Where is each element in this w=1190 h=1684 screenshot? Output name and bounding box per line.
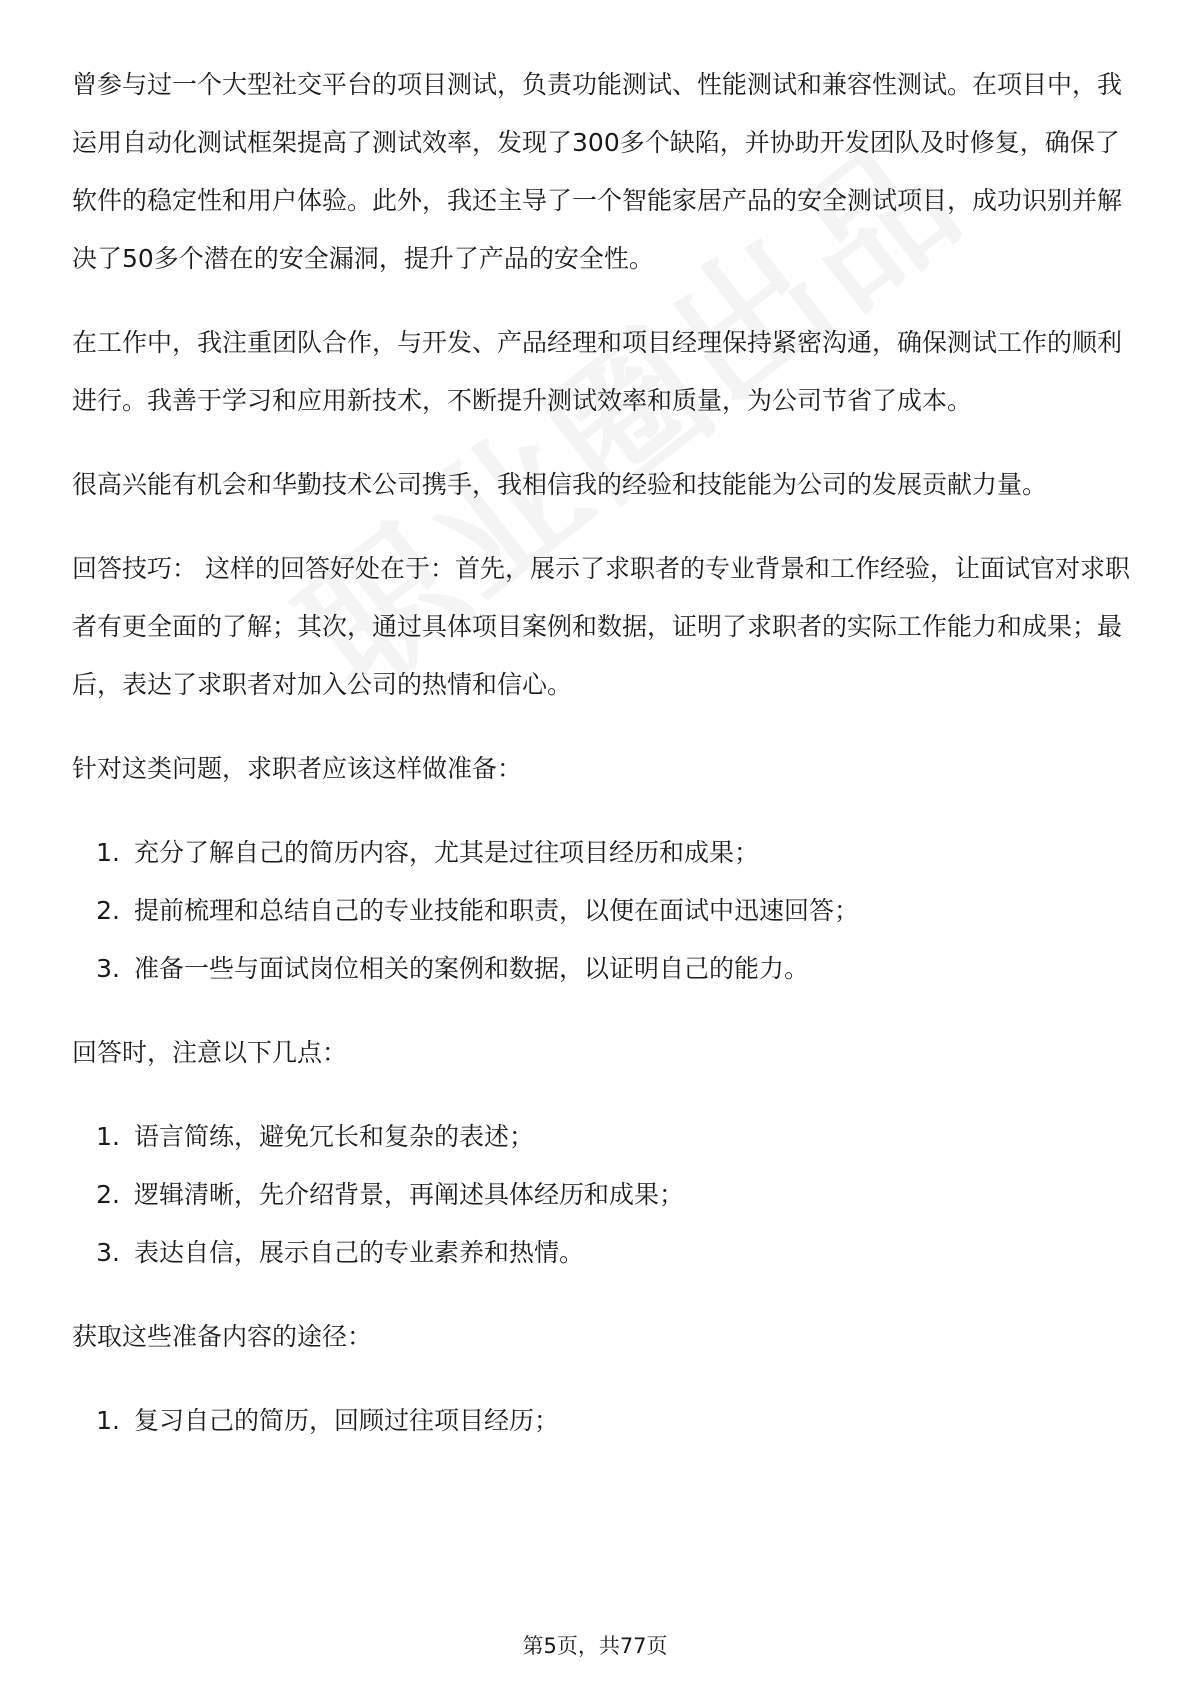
list-item — [72, 1166, 1132, 1224]
preparation-list — [72, 824, 1132, 998]
list-number: 1. — [96, 838, 120, 867]
section-heading-notes: 回答时，注意以下几点： — [72, 1038, 348, 1067]
list-text: 语言简练，避免冗长和复杂的表述； — [134, 1122, 535, 1151]
page-footer: 第5页，共77页 — [522, 1634, 668, 1658]
paragraph-closing: 很高兴能有机会和华勤技术公司携手，我相信我的经验和技能能为公司的发展贡献力量。 — [72, 470, 1048, 499]
list-item — [72, 824, 1132, 882]
paragraph-teamwork: 在工作中，我注重团队合作，与开发、产品经理和项目经理保持紧密沟通，确保测试工作的顺利进行。我善于学习和应用新技术，不断提升测试效率和质量，为公司节省了成本。 — [72, 328, 1123, 415]
list-text: 复习自己的简历，回顾过往项目经历； — [134, 1406, 560, 1435]
list-text: 提前梳理和总结自己的专业技能和职责，以便在面试中迅速回答； — [134, 896, 860, 925]
list-text: 准备一些与面试岗位相关的案例和数据，以证明自己的能力。 — [134, 954, 810, 983]
list-text: 充分了解自己的简历内容，尤其是过往项目经历和成果； — [134, 838, 760, 867]
section-heading-preparation: 针对这类问题，求职者应该这样做准备： — [72, 754, 523, 783]
list-item — [72, 882, 1132, 940]
list-number: 1. — [96, 1406, 120, 1435]
list-text: 逻辑清晰，先介绍背景，再阐述具体经历和成果； — [134, 1180, 685, 1209]
list-item — [72, 1224, 1132, 1282]
list-number: 2. — [96, 896, 120, 925]
document-body — [72, 56, 1132, 1450]
paragraph-answer-tips: 回答技巧： 这样的回答好处在于：首先，展示了求职者的专业背景和工作经验，让面试官对求职者有更全面的了解；其次，通过具体项目案例和数据，证明了求职者的实际工作能力和成果；最后，表达了求职者对加入公司的热情和信心。 — [72, 554, 1130, 699]
list-item — [72, 1108, 1132, 1166]
list-item — [72, 940, 1132, 998]
list-number: 3. — [96, 1238, 120, 1267]
paragraph-project-experience: 曾参与过一个大型社交平台的项目测试，负责功能测试、性能测试和兼容性测试。在项目中，我运用自动化测试框架提高了测试效率，发现了300多个缺陷，并协助开发团队及时修复，确保了软件的稳定性和用户体验。此外，我还主导了一个智能家居产品的安全测试项目，成功识别并解决了50多个潜在的安全漏洞，提升了产品的安全性。 — [72, 70, 1123, 273]
section-heading-sources: 获取这些准备内容的途径： — [72, 1322, 373, 1351]
list-number: 3. — [96, 954, 120, 983]
list-item — [72, 1392, 1132, 1450]
list-number: 1. — [96, 1122, 120, 1151]
list-number: 2. — [96, 1180, 120, 1209]
sources-list — [72, 1392, 1132, 1450]
notes-list — [72, 1108, 1132, 1282]
list-text: 表达自信，展示自己的专业素养和热情。 — [134, 1238, 585, 1267]
